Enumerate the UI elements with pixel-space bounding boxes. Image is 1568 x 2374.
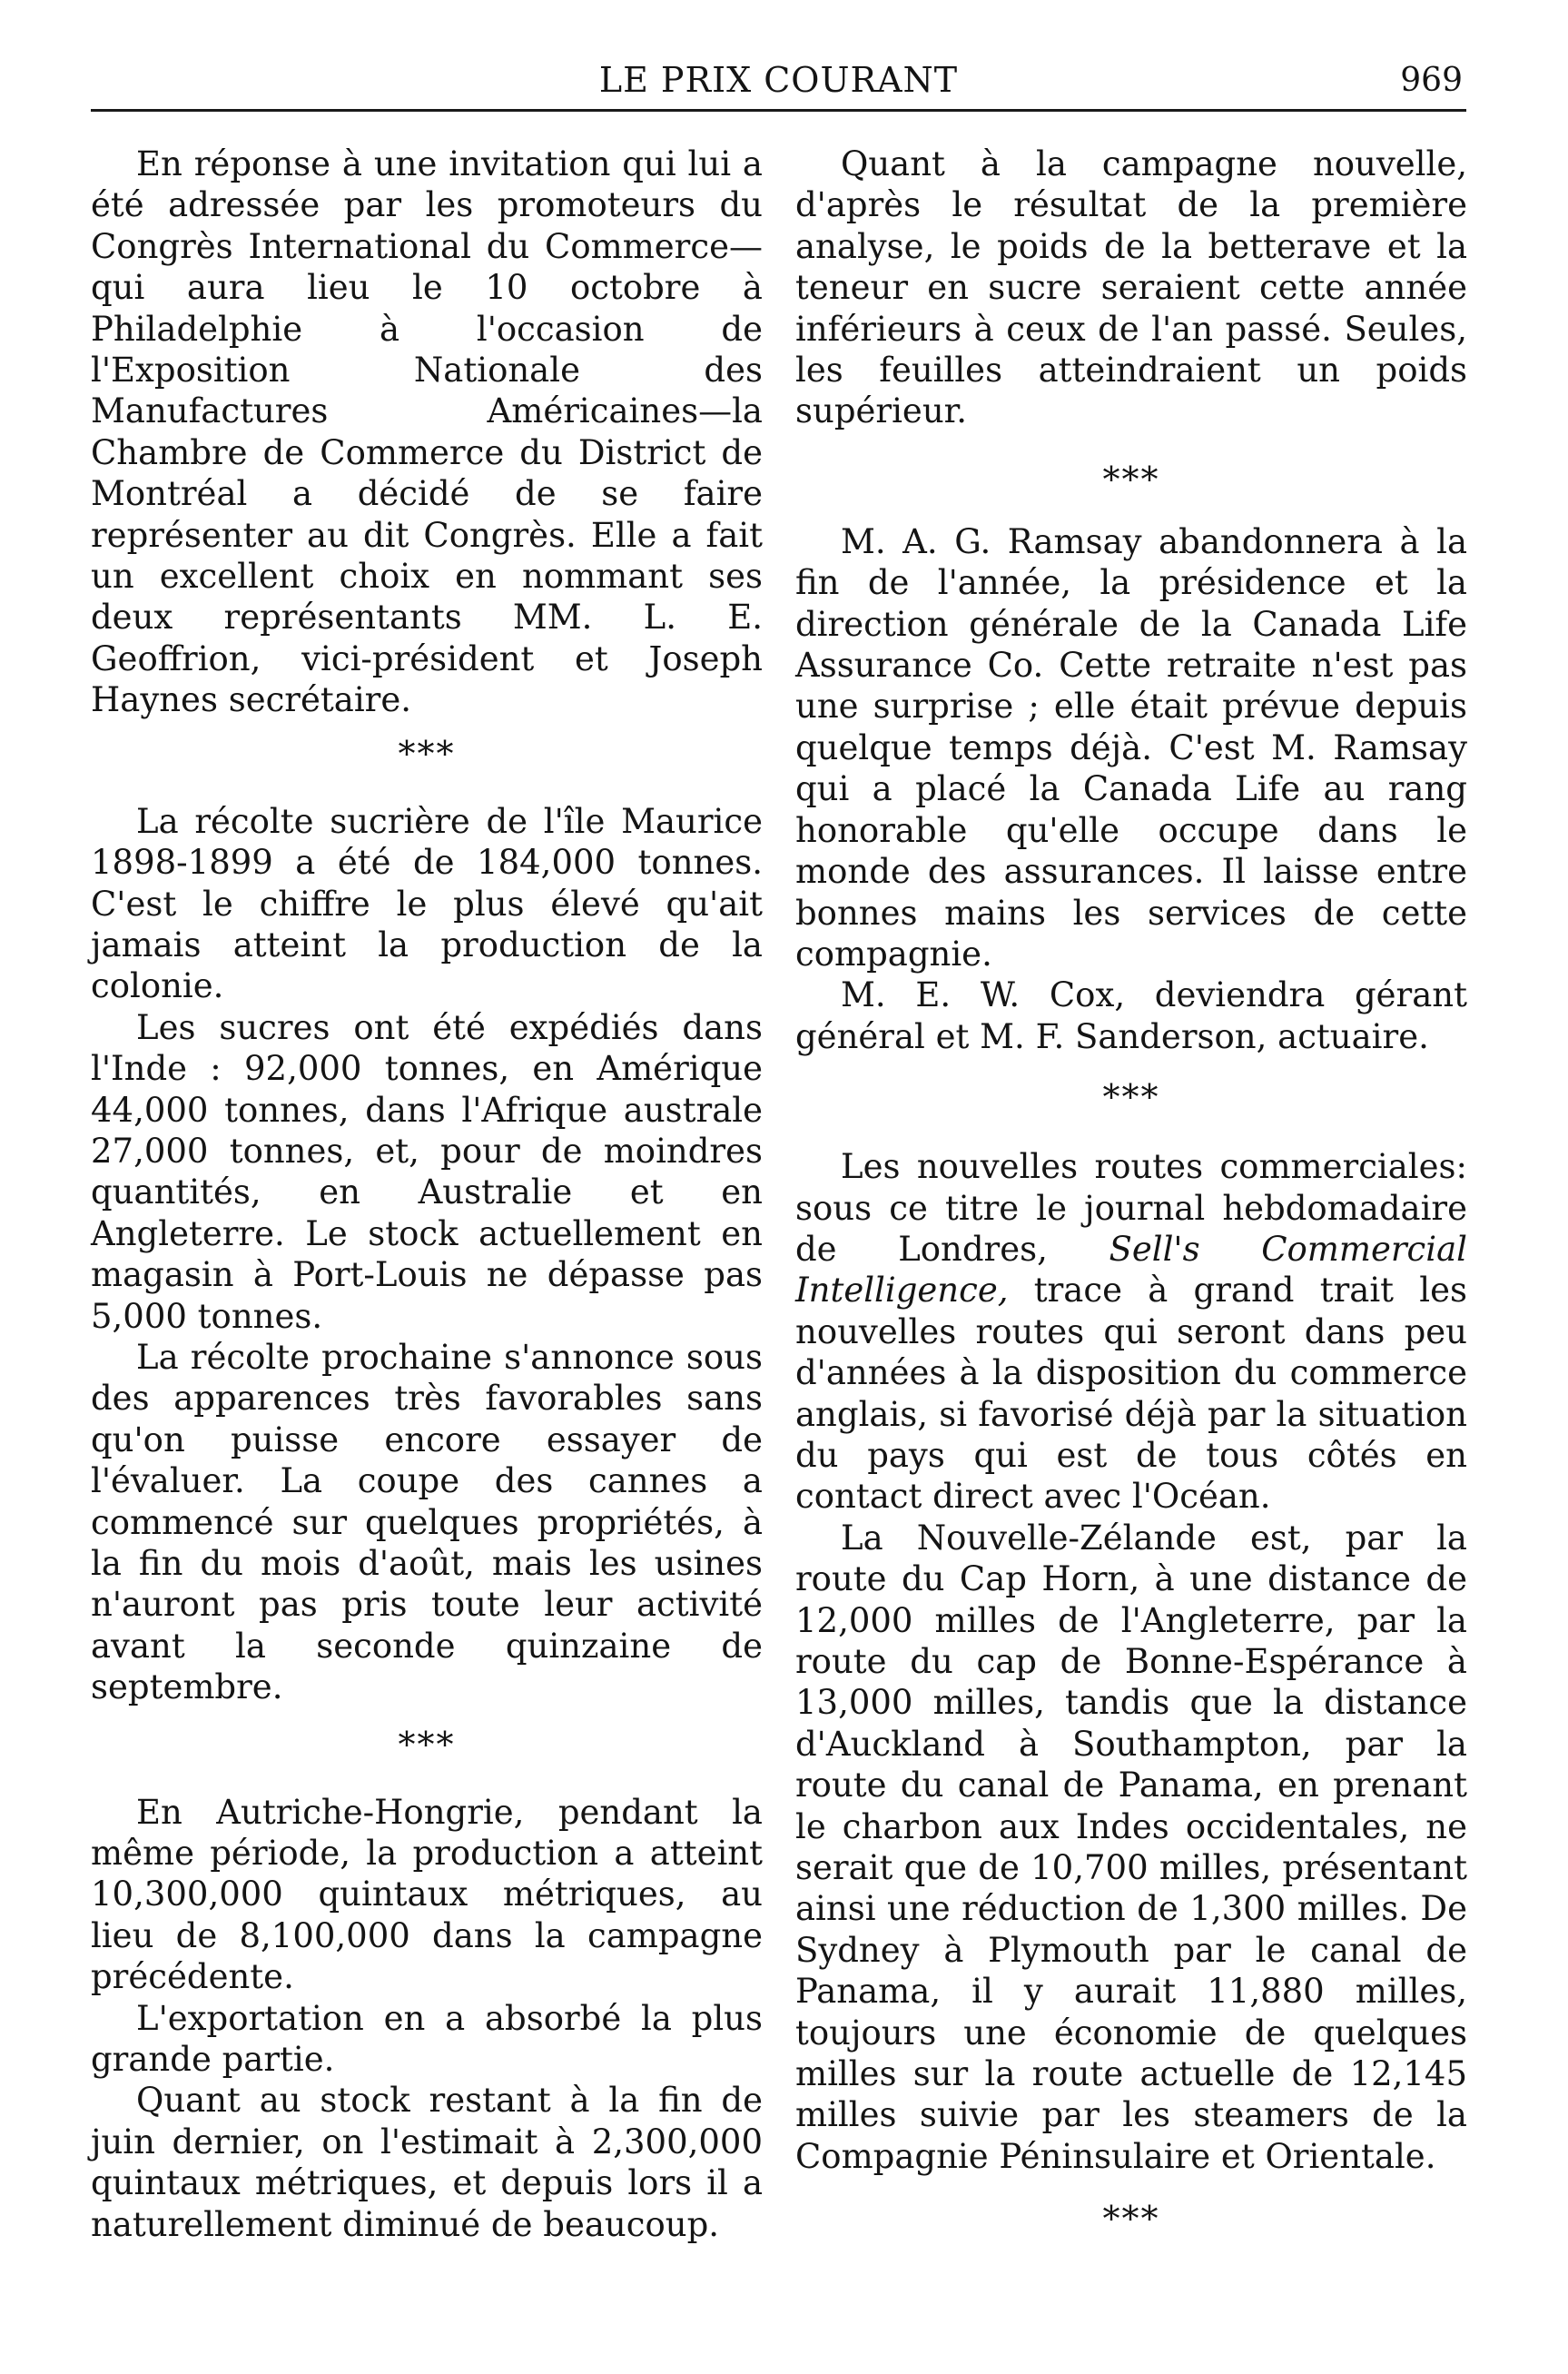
asterism: *** <box>1102 1077 1160 1118</box>
asterism: *** <box>1102 459 1160 500</box>
section-separator <box>795 2177 1467 2240</box>
article-campagne-nouvelle: Quant à la campagne nouvelle, d'après le résultat de la première analyse, le poids de la betterave et la teneur en sucre seraient cette année inférieurs à ceux de l'an passé. Seules, les feuilles atteindraient un poids supérieur. <box>795 144 1467 431</box>
journal-title: Sell's Commercial Intelligence, <box>795 1229 1467 1311</box>
article-recolte-maurice: La récolte sucrière de l'île Maurice 1898-1899 a été de 184,000 tonnes. C'est le chiffre le plus élevé qu'ait jamais atteint la production de la colonie. <box>91 801 763 1006</box>
article-exportation: L'exportation en a absorbé la plus grande partie. <box>91 1998 763 2080</box>
article-expeditions-sucres: Les sucres ont été expédiés dans l'Inde : 92,000 tonnes, en Amérique 44,000 tonnes, dans l'Afrique australe 27,000 tonnes, et, pour de moindres quantités, en Australie et en Angleterre. Le stock actuellement en magasin à Port-Louis ne dépasse pas 5,000 tonnes. <box>91 1007 763 1336</box>
asterism: *** <box>398 1724 456 1765</box>
article-cox-sanderson: M. E. W. Cox, deviendra gérant général et M. F. Sanderson, actuaire. <box>795 975 1467 1056</box>
article-ramsay: M. A. G. Ramsay abandonnera à la fin de l'année, la présidence et la direction générale de la Canada Life Assurance Co. Cette retraite n'est pas une surprise ; elle était prévue depuis quelque temps déjà. C'est M. Ramsay qui a placé la Canada Life au rang honorable qu'elle occupe dans le monde des assurances. Il laisse entre bonnes mains les services de cette compagnie. <box>795 521 1467 974</box>
article-stock-restant: Quant au stock restant à la fin de juin dernier, on l'estimait à 2,300,000 quintaux métriques, et depuis lors il a naturellement diminué de beaucoup. <box>91 2081 763 2244</box>
routes-body-text: trace à grand trait les nouvelles routes qui seront dans peu d'années à la disposition du commerce anglais, si favorisé déjà par la situation du pays qui est de tous côtés en contact direct avec l'Océan. <box>795 1271 1467 1517</box>
article-routes-commerciales <box>795 1146 1467 1518</box>
asterism: *** <box>1102 2199 1160 2240</box>
page-number: 969 <box>1400 62 1463 99</box>
right-column <box>795 143 1467 2240</box>
article-congres-philadelphie: En réponse à une invitation qui lui a été adressée par les promoteurs du Congrès International du Commerce—qui aura lieu le 10 octobre à Philadelphie à l'occasion de l'Exposition Nationale des Manufactures Américaines—la Chambre de Commerce du District de Montréal a décidé de se faire représenter au dit Congrès. Elle a fait un excellent choix en nommant ses deux représentants MM. L. E. Geoffrion, vici-président et Joseph Haynes secrétaire. <box>91 144 763 720</box>
asterism: *** <box>398 733 456 774</box>
article-autriche-hongrie: En Autriche-Hongrie, pendant la même période, la production a atteint 10,300,000 quintaux métriques, au lieu de 8,100,000 dans la campagne précédente. <box>91 1792 763 1997</box>
section-separator <box>795 1057 1467 1146</box>
left-column <box>91 143 763 2245</box>
running-title: LE PRIX COURANT <box>598 60 959 100</box>
page-header <box>91 54 1466 112</box>
section-separator <box>91 721 763 801</box>
article-nouvelle-zelande: La Nouvelle-Zélande est, par la route du Cap Horn, à une distance de 12,000 milles de l'Angleterre, par la route du cap de Bonne-Espérance à 13,000 milles, tandis que la distance d'Auckland à Southampton, par la route du canal de Panama, en prenant le charbon aux Indes occidentales, ne serait que de 10,700 milles, présentant ainsi une réduction de 1,300 milles. De Sydney à Plymouth par le canal de Panama, il y aurait 11,880 milles, toujours une économie de quelques milles sur la route actuelle de 12,145 milles suivie par les steamers de la Compagnie Péninsulaire et Orientale. <box>795 1518 1467 2176</box>
routes-intro-text: Les nouvelles routes commerciales: sous ce titre le journal hebdomadaire de Londres, <box>795 1147 1467 1269</box>
section-separator <box>91 1708 763 1792</box>
article-recolte-prochaine: La récolte prochaine s'annonce sous des apparences très favorables sans qu'on puisse encore essayer de l'évaluer. La coupe des cannes a commencé sur quelques propriétés, à la fin du mois d'août, mais les usines n'auront pas pris toute leur activité avant la seconde quinzaine de septembre. <box>91 1337 763 1707</box>
section-separator <box>795 432 1467 521</box>
